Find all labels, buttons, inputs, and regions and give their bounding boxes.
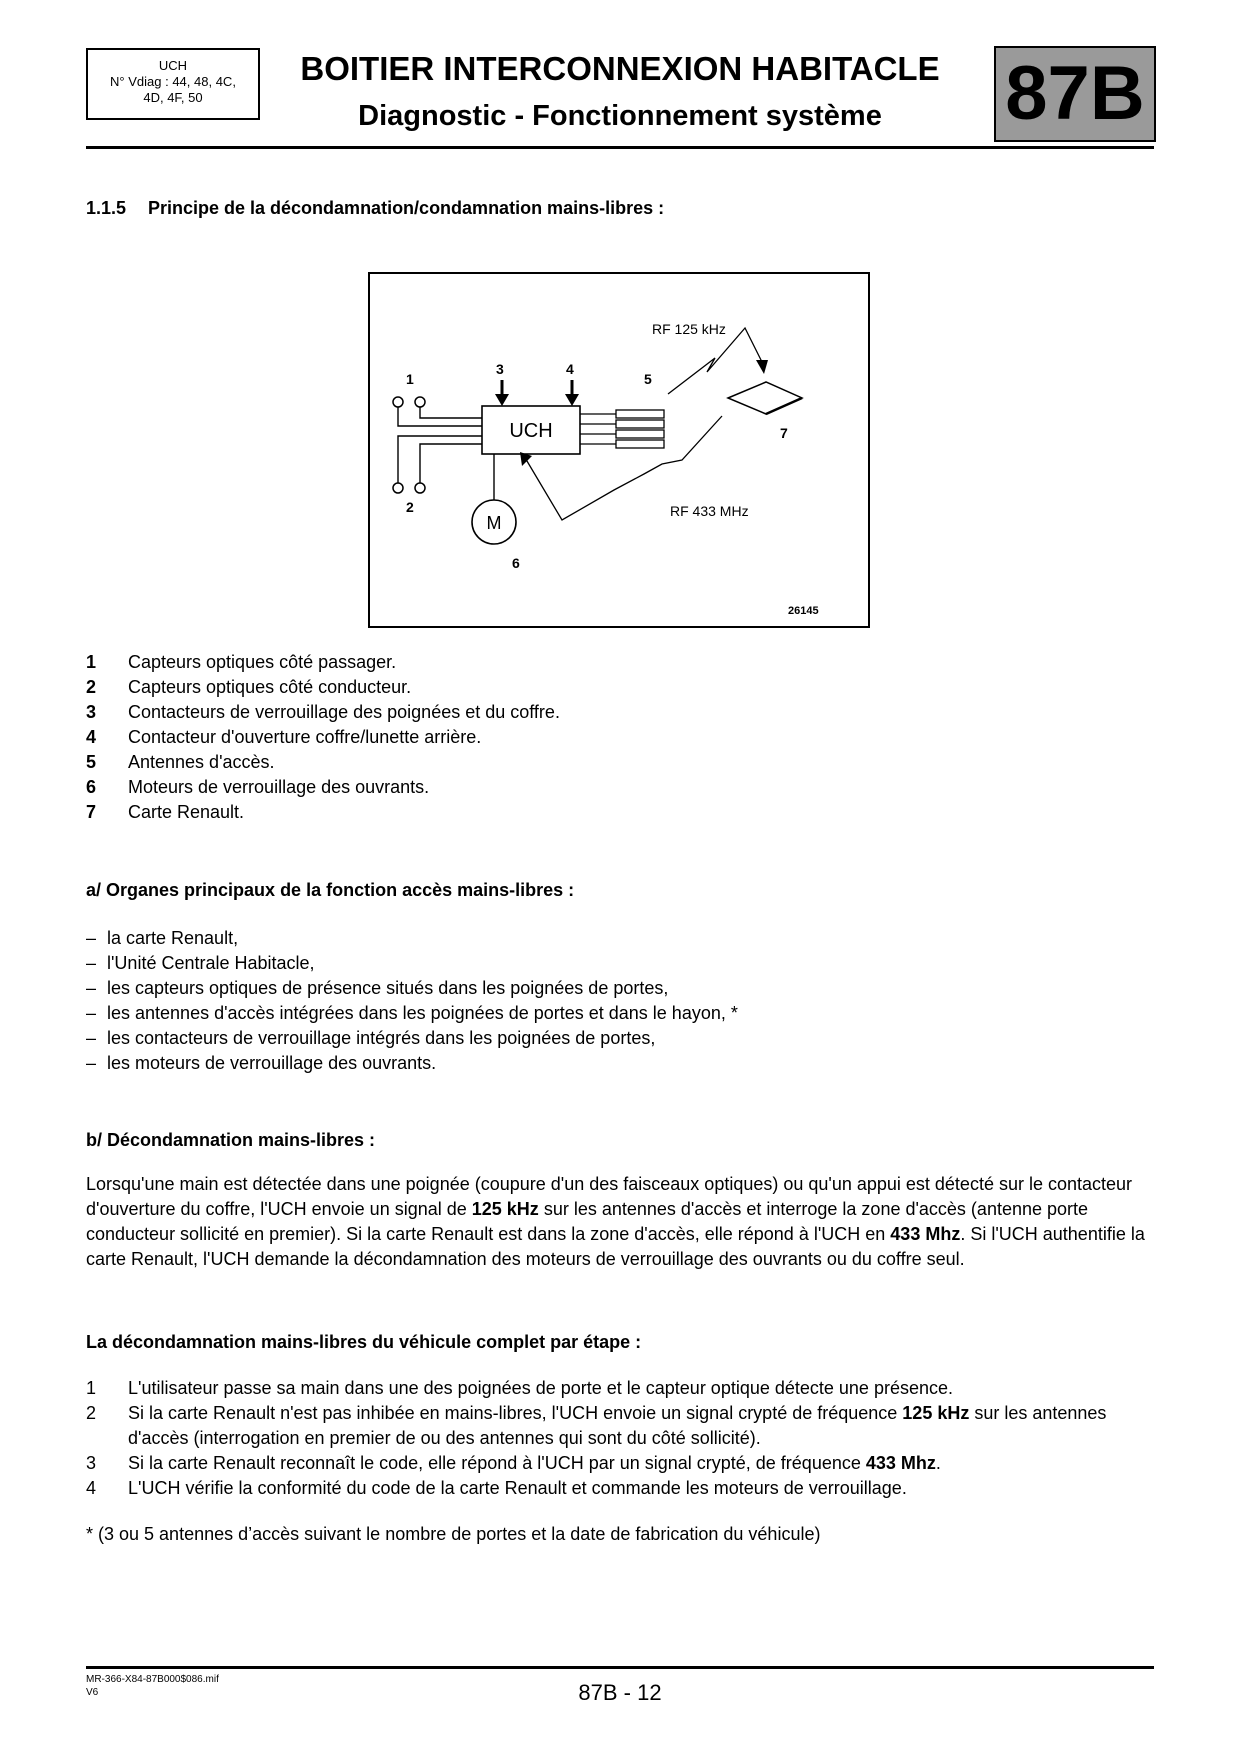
legend-item: 3 Contacteurs de verrouillage des poignées et du coffre. — [86, 702, 560, 722]
sensor-1-right — [415, 397, 425, 407]
callout-6: 6 — [512, 555, 520, 571]
legend-item: 2 Capteurs optiques côté conducteur. — [86, 677, 412, 697]
list-item: – les moteurs de verrouillage des ouvrants. — [86, 1053, 437, 1073]
antenna-d — [616, 440, 664, 448]
sensor-2-left — [393, 483, 403, 493]
page-number: 87B - 12 — [578, 1680, 662, 1705]
system-diagram — [368, 272, 870, 628]
callout-7: 7 — [780, 425, 788, 441]
callout-2: 2 — [406, 499, 414, 515]
chapter-code-badge: 87B — [994, 46, 1156, 142]
page-subtitle: Diagnostic - Fonctionnement système — [358, 100, 882, 132]
list-item: – la carte Renault, — [86, 928, 239, 948]
antenna-c — [616, 430, 664, 438]
callout-1: 1 — [406, 371, 414, 387]
section-title: Principe de la décondamnation/condamnation mains-libres : — [148, 198, 665, 218]
sensor-2-right — [415, 483, 425, 493]
page-title: BOITIER INTERCONNEXION HABITACLE — [300, 50, 940, 87]
organes-heading: a/ Organes principaux de la fonction accès mains-libres : — [86, 880, 575, 900]
section-number: 1.1.5 — [86, 198, 127, 218]
antenna-b — [616, 420, 664, 428]
vdiag-line-2: N° Vdiag : 44, 48, 4C, — [110, 74, 236, 89]
legend-item: 4 Contacteur d'ouverture coffre/lunette arrière. — [86, 727, 482, 747]
list-item: – les antennes d'accès intégrées dans les poignées de portes et dans le hayon, * — [86, 1003, 738, 1023]
step-item: 4 L'UCH vérifie la conformité du code de la carte Renault et commande les moteurs de verrouillage. — [86, 1478, 907, 1498]
arrow-4 — [565, 394, 579, 406]
list-item: – les capteurs optiques de présence situés dans les poignées de portes, — [86, 978, 669, 998]
section-heading — [86, 198, 664, 219]
footer-reference: MR-366-X84-87B000$086.mif V6 — [86, 1674, 219, 1698]
organes-list — [86, 926, 738, 1076]
callout-5: 5 — [644, 371, 652, 387]
list-item: – les contacteurs de verrouillage intégrés dans les poignées de portes, — [86, 1028, 656, 1048]
callout-4: 4 — [566, 361, 574, 377]
legend-item: 7 Carte Renault. — [86, 802, 245, 822]
steps-list — [86, 1376, 1156, 1501]
vdiag-line-1: UCH — [158, 58, 188, 73]
step-item: 2 Si la carte Renault n'est pas inhibée en mains-libres, l'UCH envoie un signal crypté de fréquence 125 kHz sur les antennes d'accès (interrogation en premier de ou des antennes qui sont du côté sollicité). — [86, 1403, 1107, 1448]
uch-label: UCH — [509, 420, 553, 442]
footnote: * (3 ou 5 antennes d’accès suivant le nombre de portes et la date de fabrication du véhicule) — [86, 1524, 821, 1544]
callout-3: 3 — [496, 361, 504, 377]
footer-divider — [86, 1666, 1154, 1669]
rf-125-label: RF 125 kHz — [652, 321, 726, 337]
figure-ref: 26145 — [788, 605, 819, 617]
legend-item: 5 Antennes d'accès. — [86, 752, 275, 772]
rf-125-signal — [668, 328, 762, 394]
figure-legend — [86, 650, 560, 825]
legend-item: 1 Capteurs optiques côté passager. — [86, 652, 397, 672]
decondamnation-heading: b/ Décondamnation mains-libres : — [86, 1130, 376, 1150]
header-divider — [86, 146, 1154, 149]
legend-item: 6 Moteurs de verrouillage des ouvrants. — [86, 777, 430, 797]
step-item: 1 L'utilisateur passe sa main dans une des poignées de porte et le capteur optique détecte une présence. — [86, 1378, 953, 1398]
sensor-1-left — [393, 397, 403, 407]
rf-433-label: RF 433 MHz — [670, 503, 749, 519]
card-renault — [728, 382, 802, 414]
decondamnation-paragraph: Lorsqu'une main est détectée dans une poignée (coupure d'un des faisceaux optiques) ou qu'un appui est détecté sur le contacteur d'ouverture du coffre, l'UCH envoie un signal de 125 kHz sur les antennes d'accès et interroge la zone d'accès (antenne porte conducteur sollicité en premier). Si la carte Renault est dans la zone d'accès, elle répond à l'UCH en 433 Mhz. Si l'UCH authentifie la carte Renault, l'UCH demande la décondamnation des moteurs de verrouillage des ouvrants ou du coffre seul. — [86, 1174, 1145, 1269]
arrow-3 — [495, 394, 509, 406]
antenna-a — [616, 410, 664, 418]
vdiag-box — [86, 48, 260, 120]
step-item: 3 Si la carte Renault reconnaît le code, elle répond à l'UCH par un signal crypté, de fréquence 433 Mhz. — [86, 1453, 941, 1473]
steps-heading: La décondamnation mains-libres du véhicule complet par étape : — [86, 1332, 642, 1352]
list-item: – l'Unité Centrale Habitacle, — [86, 953, 315, 973]
motor-label: M — [486, 513, 502, 533]
vdiag-line-3: 4D, 4F, 50 — [143, 90, 203, 105]
